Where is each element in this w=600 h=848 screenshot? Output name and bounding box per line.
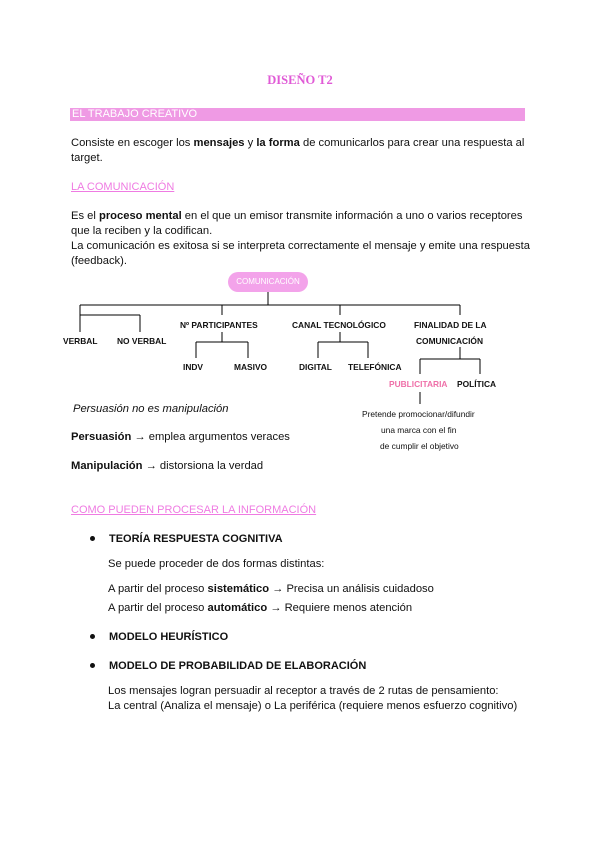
node-finalidad-line2: COMUNICACIÓN: [416, 336, 483, 346]
text-fragment: A partir del proceso: [108, 602, 208, 614]
note-line-2: una marca con el fin: [381, 425, 457, 435]
proceso-automatico: [108, 601, 412, 616]
node-canal-tecnologico: CANAL TECNOLÓGICO: [292, 320, 386, 330]
node-finalidad-line1: FINALIDAD DE LA: [414, 320, 487, 330]
section-heading-comunicacion: LA COMUNICACIÓN: [71, 181, 175, 193]
text-fragment: (feedback).: [71, 255, 127, 267]
page-title: DISEÑO T2: [267, 73, 333, 87]
bold-manipulacion: Manipulación: [71, 460, 143, 472]
node-digital: DIGITAL: [299, 362, 332, 372]
node-masivo: MASIVO: [234, 362, 268, 372]
text-fragment: → emplea argumentos veraces: [131, 431, 290, 443]
bold-proceso-mental: proceso mental: [98, 210, 182, 222]
node-participantes: Nº PARTICIPANTES: [180, 320, 258, 330]
bold-sistematico: sistemático: [207, 583, 270, 595]
manipulation-definition: [71, 459, 263, 474]
node-politica: POLÍTICA: [457, 379, 497, 389]
proceso-sistematico: [108, 582, 434, 597]
text-fragment: target.: [71, 152, 103, 164]
bullet-label: TEORÍA RESPUESTA COGNITIVA: [109, 533, 283, 545]
note-line-1: Pretende promocionar/difundir: [362, 409, 475, 419]
text-fragment: en el que un emisor transmite información a uno o varios receptores: [181, 210, 523, 222]
node-no-verbal: NO VERBAL: [117, 336, 167, 346]
persuasion-definition: [71, 430, 290, 445]
text-fragment: A partir del proceso: [108, 583, 208, 595]
modelo-probabilidad-text: [108, 684, 548, 714]
node-publicitaria: PUBLICITARIA: [389, 379, 448, 389]
bold-automatico: automático: [207, 602, 268, 614]
bullet-modelo-heuristico: [90, 631, 228, 643]
teoria-intro: Se puede proceder de dos formas distintas:: [108, 558, 325, 570]
bullet-label: MODELO DE PROBABILIDAD DE ELABORACIÓN: [109, 660, 367, 672]
text-fragment: → distorsiona la verdad: [142, 460, 264, 472]
text-fragment: → Precisa un análisis cuidadoso: [269, 583, 434, 595]
persuasion-note: Persuasión no es manipulación: [73, 403, 229, 415]
bold-la-forma: la forma: [256, 137, 300, 149]
text-fragment: La central (Analiza el mensaje) o La periférica (requiere menos esfuerzo cognitivo): [108, 700, 518, 712]
bold-mensajes: mensajes: [193, 137, 245, 149]
diagram-root-comunicacion: COMUNICACIÓN: [228, 272, 308, 292]
text-fragment: de comunicarlos para crear una respuesta al: [299, 137, 525, 149]
bullet-dot: [90, 634, 95, 639]
text-fragment: → Requiere menos atención: [267, 602, 413, 614]
section-heading-trabajo-creativo: EL TRABAJO CREATIVO: [70, 108, 525, 121]
text-fragment: que la reciben y la codifican.: [71, 225, 213, 237]
text-fragment: Consiste en escoger los: [71, 137, 194, 149]
node-verbal: VERBAL: [63, 336, 98, 346]
bullet-label: MODELO HEURÍSTICO: [109, 631, 229, 643]
note-line-3: de cumplir el objetivo: [380, 441, 459, 451]
section-heading-procesar-informacion: COMO PUEDEN PROCESAR LA INFORMACIÓN: [71, 504, 317, 516]
text-fragment: La comunicación es exitosa si se interpreta correctamente el mensaje y emite una respuesta: [71, 240, 530, 252]
bold-persuasion: Persuasión: [71, 431, 132, 443]
bullet-modelo-probabilidad: [90, 660, 366, 672]
bullet-dot: [90, 663, 95, 668]
node-telefonica: TELEFÓNICA: [348, 362, 402, 372]
bullet-dot: [90, 536, 95, 541]
node-indv: INDV: [183, 362, 204, 372]
text-fragment: y: [244, 137, 257, 149]
text-fragment: Es el: [71, 210, 99, 222]
text-fragment: Los mensajes logran persuadir al receptor a través de 2 rutas de pensamiento:: [108, 685, 499, 697]
bullet-teoria-respuesta: [90, 533, 283, 545]
